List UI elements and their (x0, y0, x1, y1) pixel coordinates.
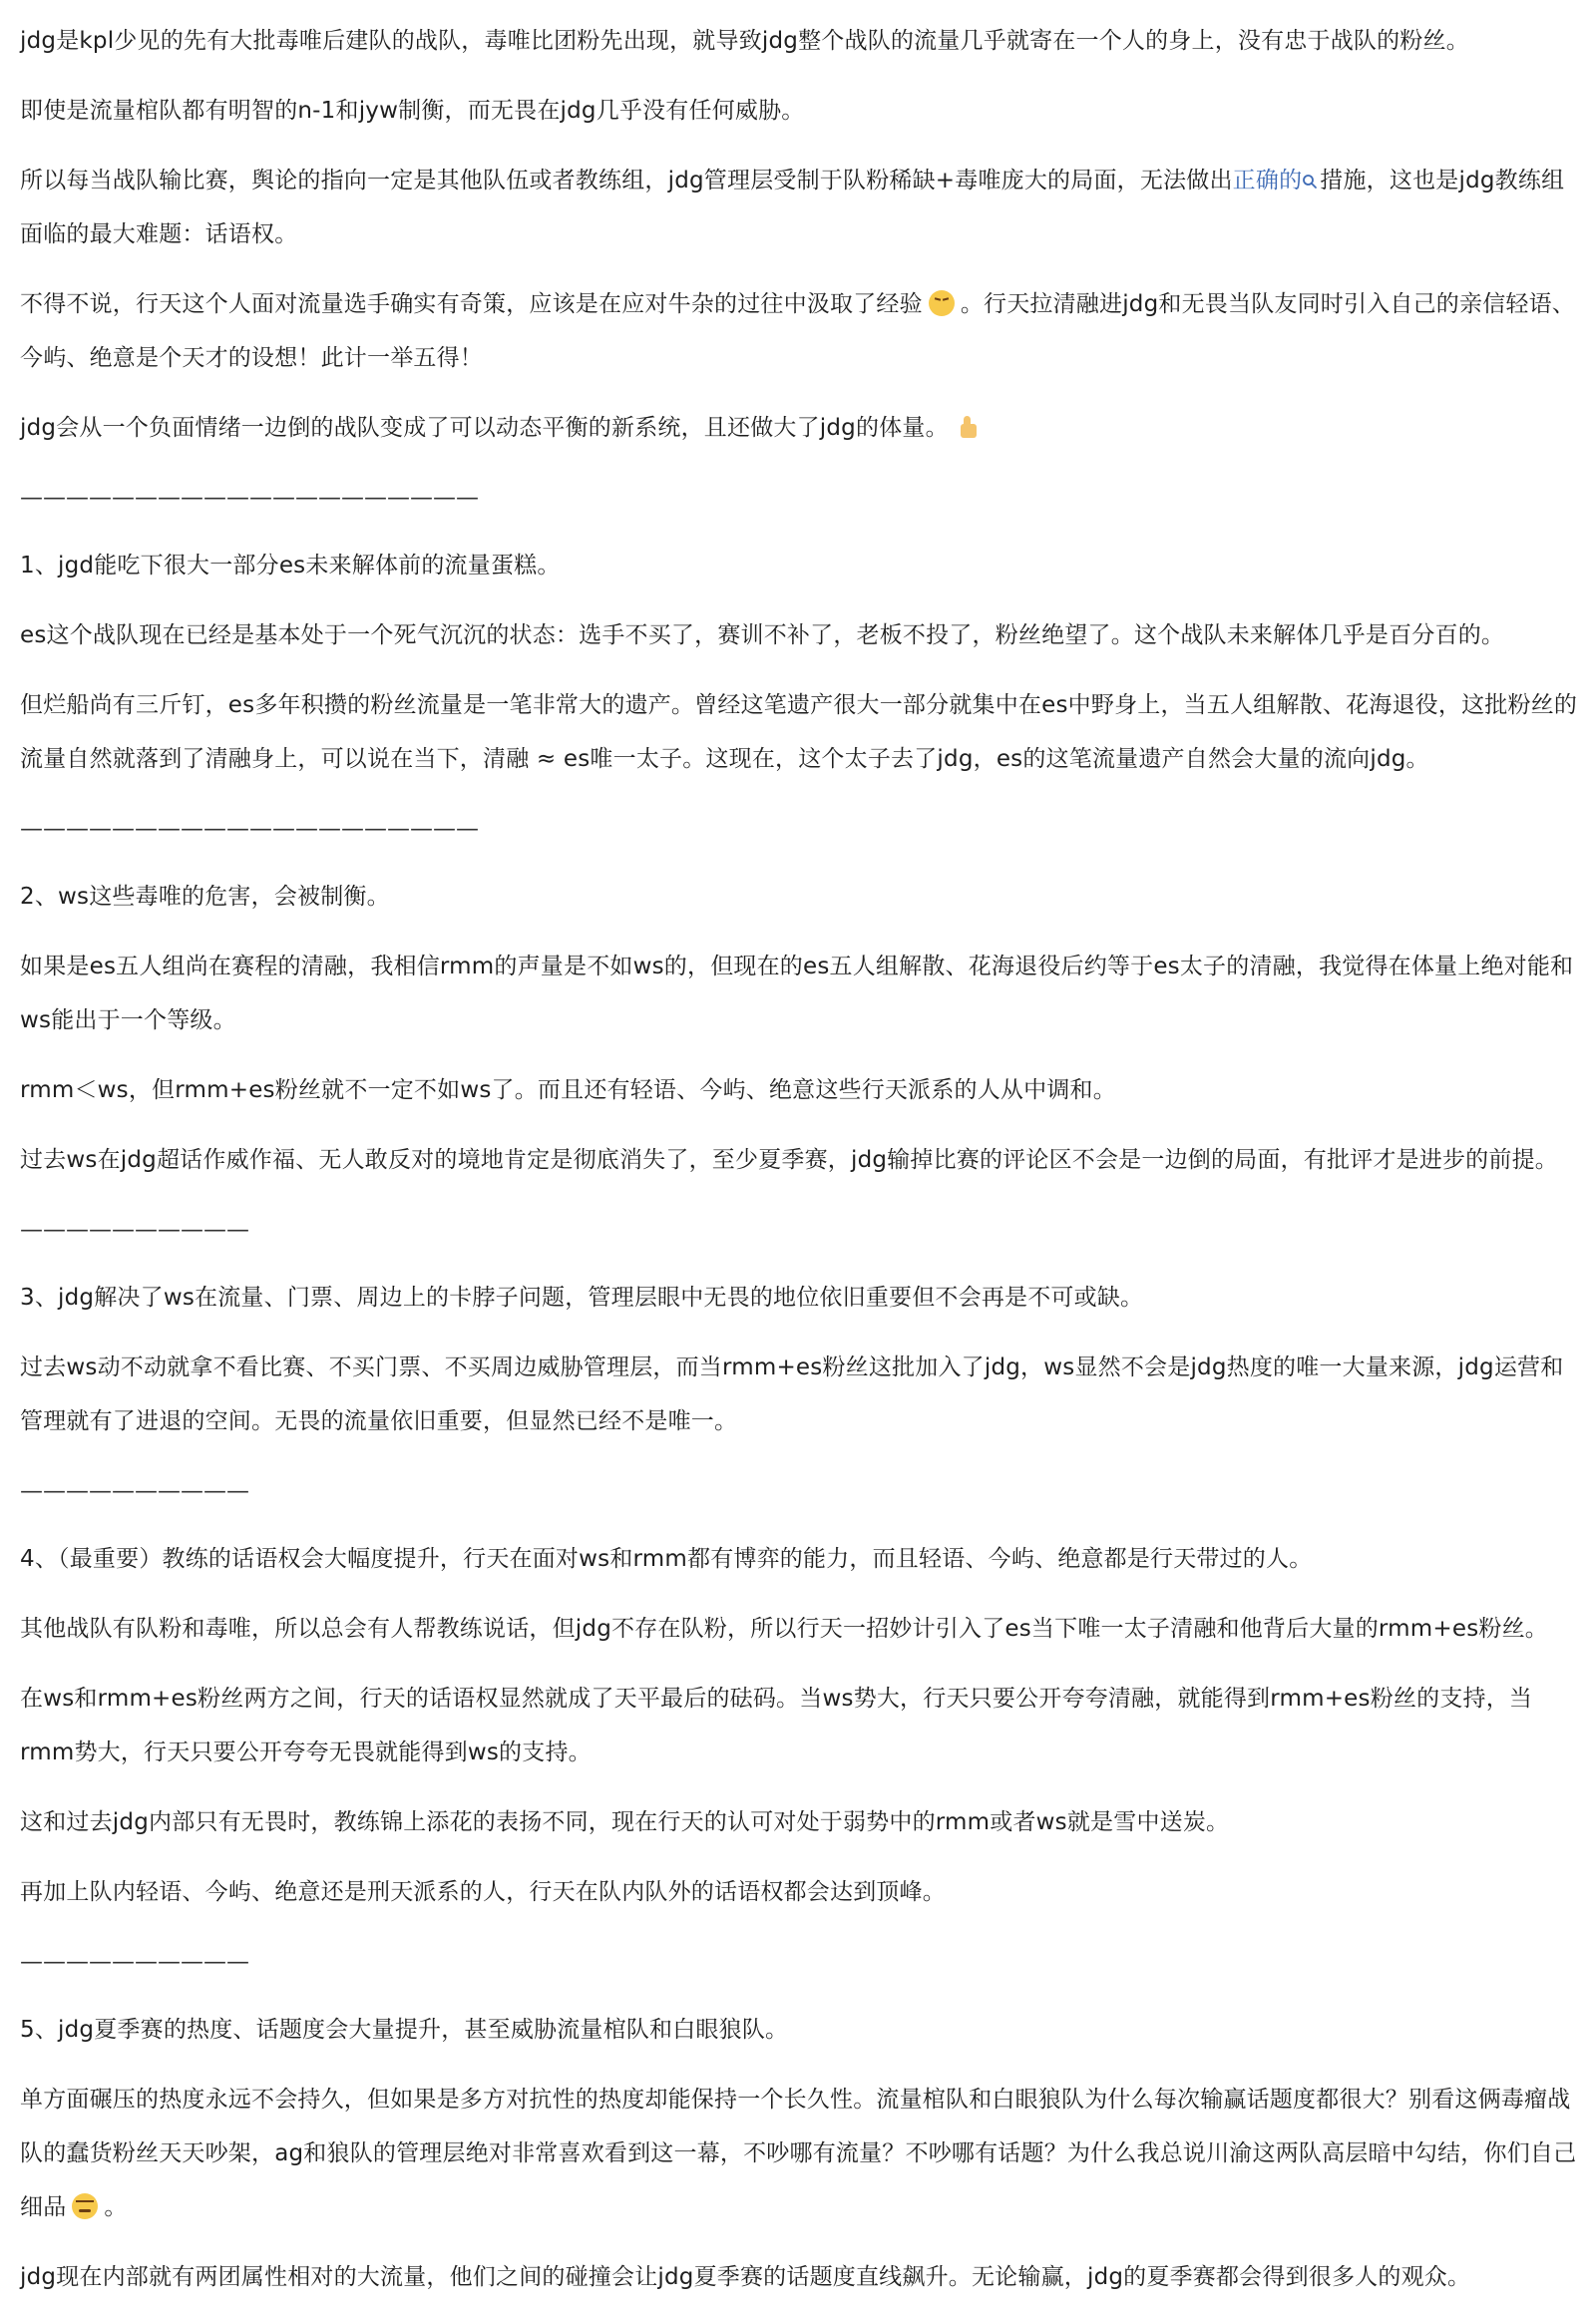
paragraph-text: 。行天拉清融进jdg和无畏当队友同时引入自己的亲信轻语、今屿、绝意是个天才的设想！此计一举五得！ (20, 291, 1576, 371)
section-title: 5、jdg夏季赛的热度、话题度会大量提升，甚至威胁流量棺队和白眼狼队。 (20, 2017, 789, 2043)
paragraph: 其他战队有队粉和毒唯，所以总会有人帮教练说话，但jdg不存在队粉，所以行天一招妙计引入了es当下唯一太子清融和他背后大量的rmm+es粉丝。 (20, 1616, 1548, 1642)
section-divider: —————————— (20, 1949, 249, 1975)
section-divider: ———————————————————— (20, 485, 479, 511)
paragraph: 再加上队内轻语、今屿、绝意还是刑天派系的人，行天在队内队外的话语权都会达到顶峰。 (20, 1879, 946, 1905)
paragraph: es这个战队现在已经是基本处于一个死气沉沉的状态：选手不买了，赛训不补了，老板不投了，粉丝绝望了。这个战队未来解体几乎是百分百的。 (20, 622, 1505, 648)
search-link[interactable] (1233, 168, 1321, 193)
paragraph-text: 不得不说，行天这个人面对流量选手确实有奇策，应该是在应对牛杂的过往中汲取了经验 (20, 291, 923, 317)
paragraph (20, 401, 1580, 455)
section-divider: ———————————————————— (20, 816, 479, 842)
paragraph: 过去ws动不动就拿不看比赛、不买门票、不买周边威胁管理层，而当rmm+es粉丝这批加入了jdg，ws显然不会是jdg热度的唯一大量来源，jdg运营和管理就有了进退的空间。无畏的流量依旧重要，但显然已经不是唯一。 (20, 1354, 1564, 1434)
paragraph: 但烂船尚有三斤钉，es多年积攒的粉丝流量是一笔非常大的遗产。曾经这笔遗产很大一部分就集中在es中野身上，当五人组解散、花海退役，这批粉丝的流量自然就落到了清融身上，可以说在当下，清融 ≈ es唯一太子。这现在，这个太子去了jdg，es的这笔流量遗产自然会大量的流向jdg。 (20, 692, 1578, 772)
section-title: 1、jgd能吃下很大一部分es未来解体前的流量蛋糕。 (20, 553, 561, 579)
section-title: 2、ws这些毒唯的危害，会被制衡。 (20, 884, 390, 910)
search-link-text[interactable]: 正确的 (1232, 168, 1303, 193)
paragraph-text: 单方面碾压的热度永远不会持久，但如果是多方对抗性的热度却能保持一个长久性。流量棺队和白眼狼队为什么每次输赢话题度都很大？别看这俩毒瘤战队的蠢货粉丝天天吵架，ag和狼队的管理层绝对非常喜欢看到这一幕，不吵哪有流量？不吵哪有话题？为什么我总说川渝这两队高层暗中勾结，你们自己细品 (20, 2087, 1577, 2220)
thumbs-up-emoji-icon (955, 414, 981, 440)
paragraph-text: 所以每当战队输比赛，舆论的指向一定是其他队伍或者教练组，jdg管理层受制于队粉稀缺+毒唯庞大的局面，无法做出 (20, 168, 1233, 193)
paragraph: 这和过去jdg内部只有无畏时，教练锦上添花的表扬不同，现在行天的认可对处于弱势中的rmm或者ws就是雪中送炭。 (20, 1809, 1230, 1835)
thinking-emoji-icon (72, 2193, 98, 2219)
paragraph: 在ws和rmm+es粉丝两方之间，行天的话语权显然就成了天平最后的砝码。当ws势大，行天只要公开夸夸清融，就能得到rmm+es粉丝的支持，当rmm势大，行天只要公开夸夸无畏就能得到ws的支持。 (20, 1686, 1533, 1765)
paragraph (20, 277, 1580, 385)
smirk-emoji-icon (929, 290, 955, 316)
paragraph-text: jdg会从一个负面情绪一边倒的战队变成了可以动态平衡的新系统，且还做大了jdg的体量。 (20, 415, 949, 441)
paragraph (20, 2073, 1580, 2234)
paragraph: jdg是kpl少见的先有大批毒唯后建队的战队，毒唯比团粉先出现，就导致jdg整个战队的流量几乎就寄在一个人的身上，没有忠于战队的粉丝。 (20, 28, 1469, 54)
section-title: 4、（最重要）教练的话语权会大幅度提升，行天在面对ws和rmm都有博弈的能力，而且轻语、今屿、绝意都是行天带过的人。 (20, 1546, 1313, 1572)
paragraph: jdg现在内部就有两团属性相对的大流量，他们之间的碰撞会让jdg夏季赛的话题度直线飙升。无论输赢，jdg的夏季赛都会得到很多人的观众。 (20, 2264, 1471, 2290)
paragraph (20, 154, 1580, 261)
section-divider: —————————— (20, 1217, 249, 1243)
paragraph: 如果是es五人组尚在赛程的清融，我相信rmm的声量是不如ws的，但现在的es五人组解散、花海退役后约等于es太子的清融，我觉得在体量上绝对能和ws能出于一个等级。 (20, 954, 1574, 1033)
paragraph-text: 。 (104, 2194, 128, 2220)
search-icon[interactable] (1302, 174, 1318, 190)
article-body (20, 14, 1580, 2320)
paragraph: 过去ws在jdg超话作威作福、无人敢反对的境地肯定是彻底消失了，至少夏季赛，jdg输掉比赛的评论区不会是一边倒的局面，有批评才是进步的前提。 (20, 1147, 1558, 1173)
paragraph: 即使是流量棺队都有明智的n-1和jyw制衡，而无畏在jdg几乎没有任何威胁。 (20, 98, 805, 124)
section-divider: —————————— (20, 1478, 249, 1504)
paragraph: rmm＜ws，但rmm+es粉丝就不一定不如ws了。而且还有轻语、今屿、绝意这些行天派系的人从中调和。 (20, 1077, 1116, 1103)
paragraph-text: 措施，这也是jdg教练组面临的最大难题：话语权。 (20, 168, 1565, 247)
section-title: 3、jdg解决了ws在流量、门票、周边上的卡脖子问题，管理层眼中无畏的地位依旧重要但不会再是不可或缺。 (20, 1285, 1144, 1311)
